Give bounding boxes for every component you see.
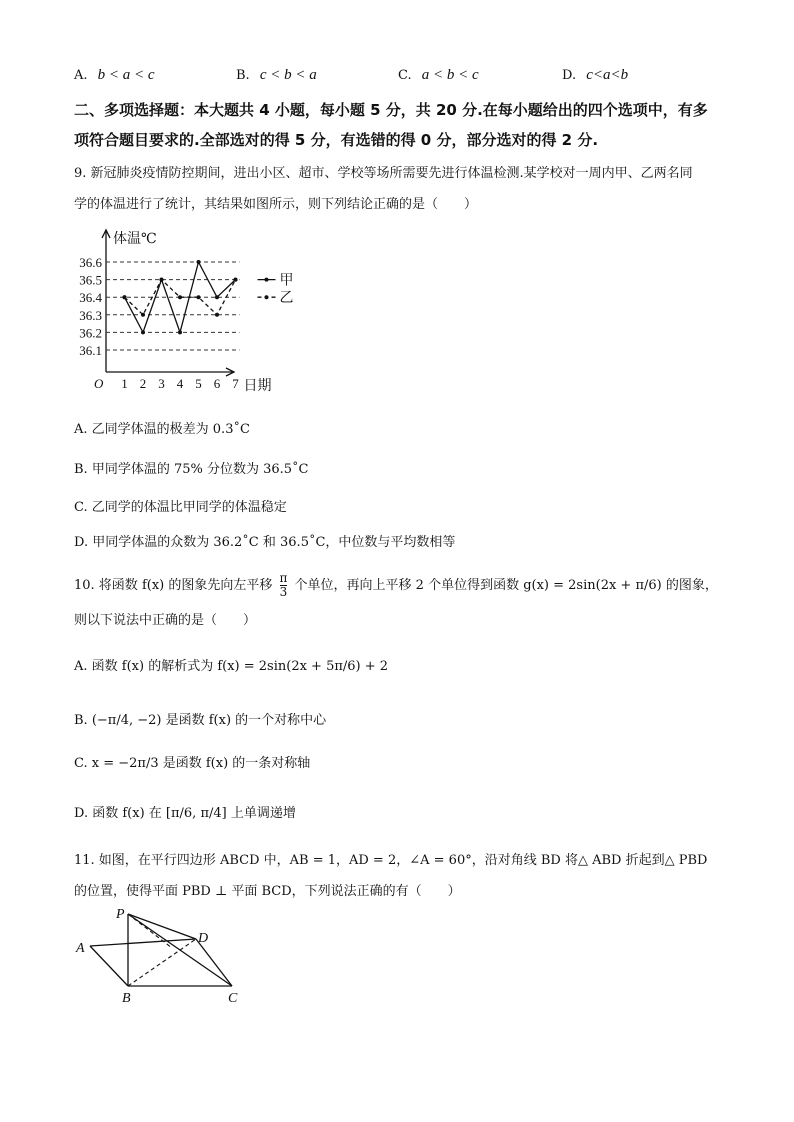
legend-marker — [265, 278, 269, 282]
q9-option-b: B. 甲同学体温的 75% 分位数为 36.5˚C — [74, 462, 309, 477]
data-point — [215, 313, 219, 317]
y-axis-label: 体温℃ — [113, 232, 157, 247]
vertex-label-A: A — [76, 941, 85, 956]
edge-BD-dashed — [128, 939, 196, 986]
q9-option-c: C. 乙同学的体温比甲同学的体温稳定 — [74, 500, 287, 515]
option-expr: b < a < c — [97, 67, 155, 83]
q10-fraction-den: 3 — [279, 585, 288, 599]
x-tick-label: 5 — [195, 376, 202, 391]
data-point — [141, 313, 145, 317]
x-tick-label: 6 — [213, 376, 221, 391]
option-label: D. — [562, 68, 577, 83]
option-expr: c < b < a — [259, 67, 317, 83]
y-tick-label: 36.4 — [79, 290, 102, 306]
x-tick-label: 2 — [139, 376, 147, 391]
q10-fraction-num: π — [279, 571, 288, 585]
option-label: A. — [74, 68, 88, 83]
legend-marker — [265, 295, 269, 299]
q10-fraction — [280, 572, 288, 599]
vertex-label-C: C — [228, 991, 238, 1006]
y-tick-label: 36.6 — [79, 255, 102, 270]
data-point — [141, 330, 145, 334]
q10-option-c: C. x = −2π/3 是函数 f(x) 的一条对称轴 — [74, 756, 311, 771]
q10-stem-part2: 个单位，再向上平移 2 个单位得到函数 g(x) = 2sin(2x + π/6) 的图象， — [294, 578, 718, 593]
x-tick-label: 3 — [158, 376, 165, 391]
q11-stem-line1: 11. 如图，在平行四边形 ABCD 中，AB = 1，AD = 2，∠A = 60°，沿对角线 BD 将△ ABD 折起到△ PBD — [74, 853, 708, 868]
x-tick-label: 1 — [121, 376, 128, 391]
data-point — [178, 295, 182, 299]
data-point — [178, 330, 182, 334]
vertex-label-P: P — [116, 907, 125, 922]
x-tick-label: 7 — [232, 376, 239, 391]
legend-label: 乙 — [279, 291, 294, 307]
option-label: B. — [236, 68, 250, 83]
geometry-figure — [74, 906, 264, 1006]
edge-AD — [90, 939, 196, 946]
data-point — [234, 278, 238, 282]
edge-PD — [128, 914, 196, 939]
edge-AB — [90, 946, 128, 986]
section-heading-line1: 二、多项选择题：本大题共 4 小题，每小题 5 分，共 20 分.在每小题给出的四个选项中，有多 — [74, 101, 708, 119]
q10-option-d: D. 函数 f(x) 在 [π/6, π/4] 上单调递增 — [74, 806, 296, 821]
q9-stem-line2: 学的体温进行了统计，其结果如图所示，则下列结论正确的是（ ） — [74, 197, 478, 212]
y-tick-label: 36.1 — [79, 343, 102, 358]
top-option-b — [236, 67, 317, 84]
x-tick-label: 4 — [176, 376, 184, 391]
data-point — [197, 295, 201, 299]
top-option-a — [74, 67, 155, 84]
q10-stem-part1: 10. 将函数 f(x) 的图象先向左平移 — [74, 578, 273, 593]
legend-label: 甲 — [279, 273, 294, 289]
x-axis-label: 日期 — [243, 379, 272, 394]
option-label: C. — [398, 68, 412, 83]
q10-option-a: A. 函数 f(x) 的解析式为 f(x) = 2sin(2x + 5π/6) + 2 — [74, 659, 389, 674]
data-point — [160, 278, 164, 282]
vertex-label-B: B — [122, 991, 131, 1006]
q9-stem-line1: 9. 新冠肺炎疫情防控期间，进出小区、超市、学校等场所需要先进行体温检测.某学校对一周内甲、乙两名同 — [74, 166, 693, 181]
data-point — [215, 295, 219, 299]
option-expr: c<a<b — [586, 67, 629, 83]
option-expr: a < b < c — [421, 67, 479, 83]
section-heading-line2: 项符合题目要求的.全部选对的得 5 分，有选错的得 0 分，部分选对的得 2 分. — [74, 131, 599, 149]
vertex-label-D: D — [198, 931, 209, 946]
q10-stem-line2: 则以下说法中正确的是（ ） — [74, 613, 257, 628]
data-point — [123, 295, 127, 299]
origin-label: O — [94, 376, 104, 391]
top-option-d — [562, 67, 628, 84]
y-tick-label: 36.5 — [79, 272, 102, 288]
temperature-chart — [79, 224, 312, 394]
data-point — [197, 260, 201, 264]
y-tick-label: 36.3 — [79, 307, 102, 323]
q10-stem-line1 — [74, 572, 718, 599]
q10-option-b: B. (−π/4, −2) 是函数 f(x) 的一个对称中心 — [74, 713, 327, 728]
top-option-c — [398, 67, 479, 84]
y-tick-label: 36.2 — [79, 325, 102, 341]
edge-DC — [196, 939, 232, 986]
q9-option-d: D. 甲同学体温的众数为 36.2˚C 和 36.5˚C，中位数与平均数相等 — [74, 535, 456, 550]
q11-stem-line2: 的位置，使得平面 PBD ⊥ 平面 BCD，下列说法正确的有（ ） — [74, 884, 461, 899]
q9-option-a: A. 乙同学体温的极差为 0.3˚C — [74, 422, 250, 437]
